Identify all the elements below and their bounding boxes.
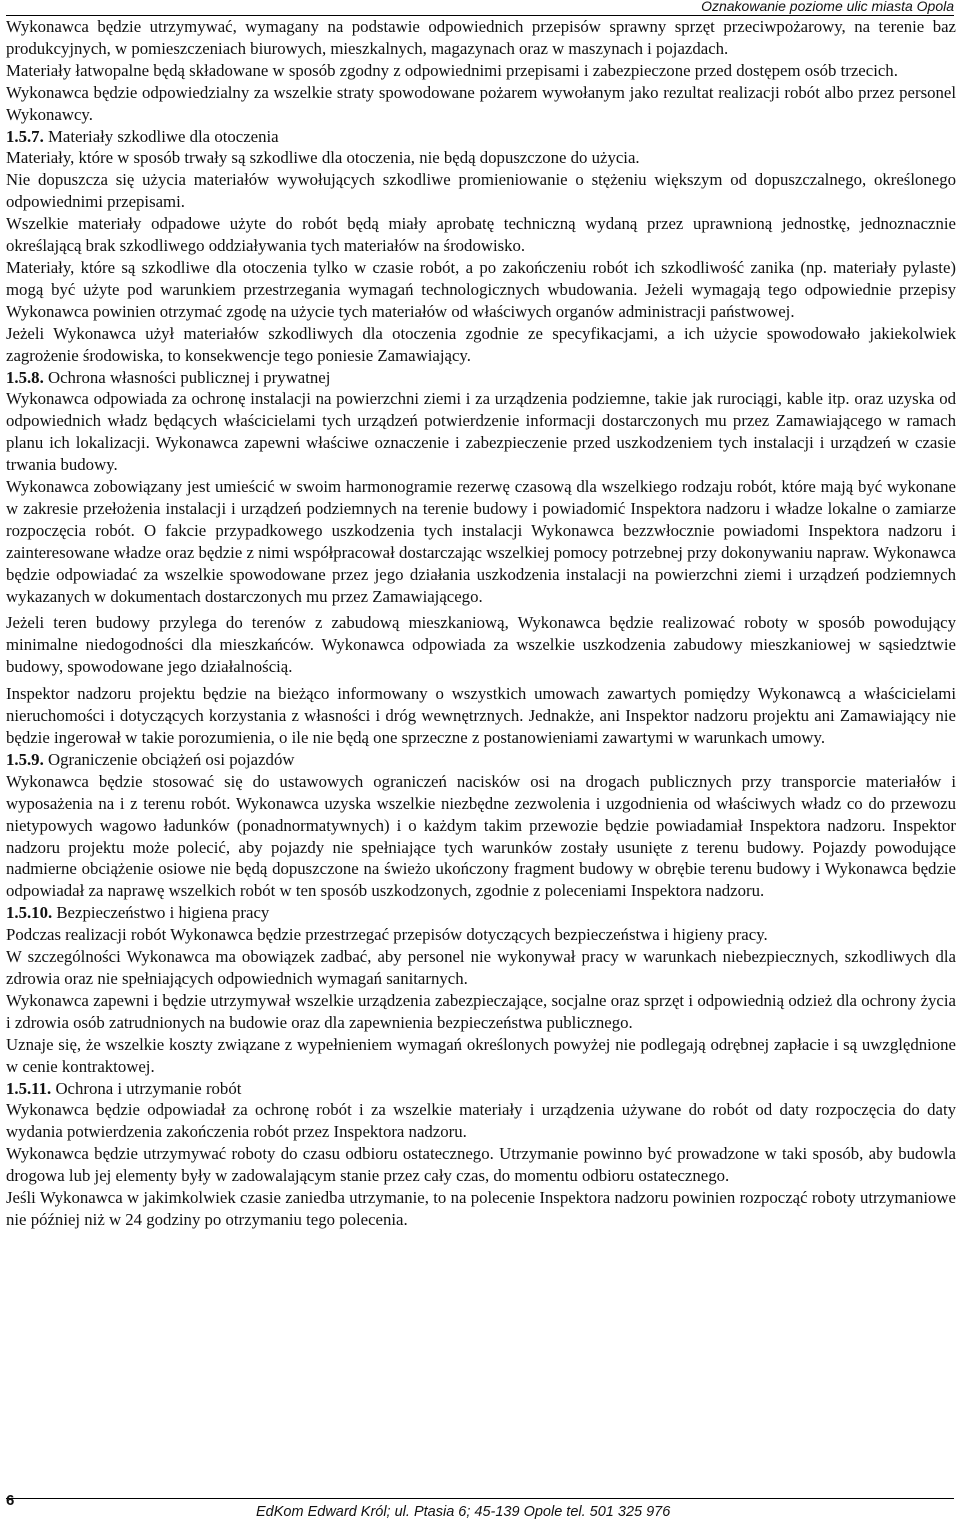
paragraph: Jeśli Wykonawca w jakimkolwiek czasie zaniedba utrzymanie, to na polecenie Inspektora nadzoru powinien rozpocząć roboty utrzymaniowe nie później niż w 24 godziny po otrzymaniu tego polecenia.	[6, 1188, 956, 1229]
section-title: Ochrona i utrzymanie robót	[55, 1078, 242, 1098]
paragraph: Wykonawca zobowiązany jest umieścić w swoim harmonogramie rezerwę czasową dla wszelkiego rodzaju robót, które mają być wykonane w zakresie przełożenia instalacji i urządzeń podziemnych na terenie budowy i powiadomić Inspektora nadzoru i władze lokalne o zamiarze rozpoczęcia robót. O fakcie przypadkowego uszkodzenia tych instalacji Wykonawca bezzwłocznie powiadomi Inspektora nadzoru i zainteresowane władze oraz będzie z nimi współpracował dostarczając wszelkiej pomocy potrzebnej przy dokonywaniu napraw. Wykonawca będzie odpowiadać za wszelkie spowodowane przez jego działania uszkodzenia instalacji na powierzchni ziemi i urządzeń podziemnych wykazanych w dokumentach dostarczonych mu przez Zamawiającego.	[6, 477, 956, 606]
paragraph: W szczególności Wykonawca ma obowiązek zadbać, aby personel nie wykonywał pracy w warunkach niebezpiecznych, szkodliwych dla zdrowia oraz nie spełniających odpowiednich wymagań sanitarnych.	[6, 947, 956, 988]
paragraph: Materiały, które w sposób trwały są szkodliwe dla otoczenia, nie będą dopuszczone do użycia.	[6, 148, 640, 168]
paragraph: Wykonawca będzie utrzymywać roboty do czasu odbioru ostatecznego. Utrzymanie powinno być prowadzone w taki sposób, aby budowla drogowa lub jej elementy były w zadowalającym stanie przez cały czas, do momentu odbioru ostatecznego.	[6, 1144, 956, 1186]
section-number: 1.5.9.	[6, 749, 44, 769]
paragraph: Wykonawca odpowiada za ochronę instalacji na powierzchni ziemi i za urządzenia podziemne, takie jak rurociągi, kable itp. oraz uzyska od odpowiednich władz będących właścicielami tych urządzeń potwierdzenie informacji dostarczonych mu przez Zamawiającego w ramach planu ich lokalizacji. Wykonawca zapewni właściwe oznaczenie i zabezpieczenie przed uszkodzeniem tych instalacji i urządzeń w czasie trwania budowy.	[6, 389, 956, 475]
paragraph: Nie dopuszcza się użycia materiałów wywołujących szkodliwe promieniowanie o stężeniu większym od dopuszczalnego, określonego odpowiednimi przepisami.	[6, 170, 956, 212]
paragraph: Wykonawca będzie odpowiedzialny za wszelkie straty spowodowane pożarem wywołanym jako rezultat realizacji robót albo przez personel Wykonawcy.	[6, 82, 956, 124]
page-footer	[6, 1492, 954, 1523]
section-heading-1-5-7	[6, 126, 956, 148]
section-title: Ograniczenie obciążeń osi pojazdów	[47, 749, 295, 769]
document-body	[6, 16, 956, 1231]
paragraph: Uznaje się, że wszelkie koszty związane z wypełnieniem wymagań określonych powyżej nie podlegają odrębnej zapłacie i są uwzględnione w cenie kontraktowej.	[6, 1034, 956, 1076]
paragraph: Inspektor nadzoru projektu będzie na bieżąco informowany o wszystkich umowach zawartych pomiędzy Wykonawcą a właścicielami nieruchomości i dotyczących korzystania z własności i dróg wewnętrznych. Jednakże, ani Inspektor nadzoru projektu ani Zamawiający nie będzie ingerował w takie porozumienia, o ile nie będą one sprzeczne z postanowieniami zawartymi w warunkach umowy.	[6, 684, 956, 747]
section-heading-1-5-9	[6, 749, 956, 771]
section-number: 1.5.11.	[6, 1078, 52, 1098]
paragraph: Materiały łatwopalne będą składowane w sposób zgodny z odpowiednimi przepisami i zabezpieczone przed dostępem osób trzecich.	[6, 60, 898, 80]
footer-contact: EdKom Edward Król; ul. Ptasia 6; 45-139 Opole tel. 501 325 976	[256, 1504, 671, 1520]
section-number: 1.5.8.	[6, 367, 44, 387]
section-number: 1.5.7.	[6, 126, 44, 146]
paragraph: Wszelkie materiały odpadowe użyte do robót będą miały aprobatę techniczną wydaną przez uprawnioną jednostkę, jednoznacznie określającą brak szkodliwego oddziaływania tych materiałów na środowisko.	[6, 214, 956, 256]
section-title: Ochrona własności publicznej i prywatnej	[47, 367, 331, 387]
paragraph: Wykonawca zapewni i będzie utrzymywał wszelkie urządzenia zabezpieczające, socjalne oraz sprzęt i odpowiednią odzież dla ochrony życia i zdrowia osób zatrudnionych na budowie oraz dla zapewnienia bezpieczeństwa publicznego.	[6, 990, 956, 1032]
paragraph: Jeżeli Wykonawca użył materiałów szkodliwych dla otoczenia zgodnie ze specyfikacjami, a ich użycie spowodowało jakiekolwiek zagrożenie środowiska, to konsekwencje tego poniesie Zamawiający.	[6, 323, 956, 365]
paragraph: Wykonawca będzie stosować się do ustawowych ograniczeń nacisków osi na drogach publicznych przy transporcie materiałów i wyposażenia na i z terenu robót. Wykonawca uzyska wszelkie niezbędne zezwolenia i uzgodnienia od właściwych władz co do przewozu nietypowych wagowo ładunków (ponadnormatywnych) i o każdym takim przewozie będzie powiadamiał Inspektora nadzoru. Inspektor nadzoru projektu może polecić, aby pojazdy nie spełniające tych warunków zostały usunięte z terenu budowy. Pojazdy powodujące nadmierne obciążenie osiowe nie będą dopuszczone na świeżo ukończony fragment budowy w obrębie terenu budowy i Wykonawca będzie odpowiadał za naprawę wszelkich robót w ten sposób uszkodzonych, zgodnie z poleceniami Inspektora nadzoru.	[6, 771, 956, 901]
paragraph: Wykonawca będzie odpowiadał za ochronę robót i za wszelkie materiały i urządzenia używane do robót od daty rozpoczęcia do daty wydania potwierdzenia zakończenia robót przez Inspektora nadzoru.	[6, 1100, 956, 1142]
paragraph: Podczas realizacji robót Wykonawca będzie przestrzegać przepisów dotyczących bezpieczeństwa i higieny pracy.	[6, 925, 768, 945]
paragraph: Materiały, które są szkodliwe dla otoczenia tylko w czasie robót, a po zakończeniu robót ich szkodliwość zanika (np. materiały pylaste) mogą być użyte pod warunkiem przestrzegania wymagań technologicznych wbudowania. Jeżeli wymagają tego odpowiednie przepisy Wykonawca powinien otrzymać zgodę na użycie tych materiałów od właściwych organów administracji państwowej.	[6, 257, 956, 321]
section-title: Bezpieczeństwo i higiena pracy	[56, 903, 270, 923]
document-title: Oznakowanie poziome ulic miasta Opola	[701, 0, 954, 14]
paragraph: Wykonawca będzie utrzymywać, wymagany na podstawie odpowiednich przepisów sprawny sprzęt przeciwpożarowy, na terenie baz produkcyjnych, w pomieszczeniach biurowych, mieszkalnych, magazynach oraz w maszynach i pojazdach.	[6, 17, 956, 58]
section-heading-1-5-8	[6, 367, 956, 389]
section-number: 1.5.10.	[6, 903, 53, 923]
section-heading-1-5-11	[6, 1078, 956, 1100]
page-number: 6	[6, 1492, 15, 1509]
page-header	[6, 0, 954, 16]
section-title: Materiały szkodliwe dla otoczenia	[47, 126, 279, 146]
paragraph: Jeżeli teren budowy przylega do terenów z zabudową mieszkaniową, Wykonawca będzie realizować roboty w sposób powodujący minimalne niedogodności dla mieszkańców. Wykonawca odpowiada za wszelkie uszkodzenia zabudowy mieszkaniowej w sąsiedztwie budowy, spowodowane jego działalnością.	[6, 613, 956, 677]
section-heading-1-5-10	[6, 902, 956, 924]
